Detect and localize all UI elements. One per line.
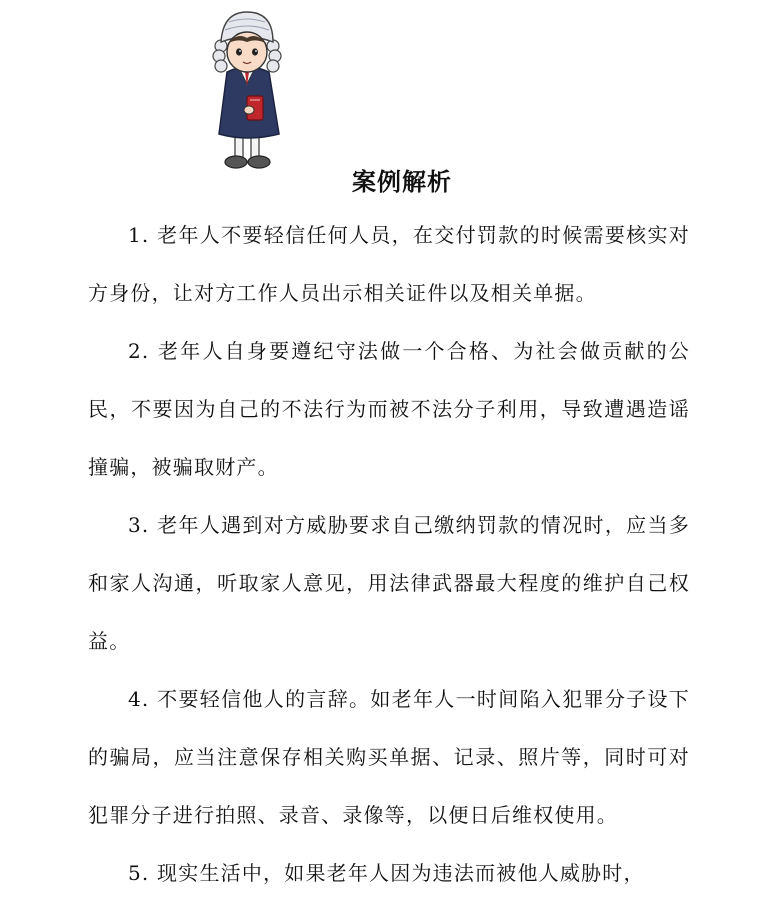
page-title: 案例解析 (352, 168, 452, 196)
paragraph-1: 1. 老年人不要轻信任何人员，在交付罚款的时候需要核实对方身份，让对方工作人员出示相关证件以及相关单据。 (88, 223, 690, 305)
paragraph-3: 3. 老年人遇到对方威胁要求自己缴纳罚款的情况时，应当多和家人沟通，听取家人意见，用法律武器最大程度的维护自己权益。 (88, 513, 690, 653)
case-analysis-body (88, 206, 690, 902)
paragraph-2: 2. 老年人自身要遵纪守法做一个合格、为社会做贡献的公民，不要因为自己的不法行为而被不法分子利用，导致遭遇造谣撞骗，被骗取财产。 (88, 339, 690, 479)
paragraph-4: 4. 不要轻信他人的言辞。如老年人一时间陷入犯罪分子设下的骗局，应当注意保存相关购买单据、记录、照片等，同时可对犯罪分子进行拍照、录音、录像等，以便日后维权使用。 (88, 687, 690, 827)
judge-cartoon-icon (203, 6, 293, 172)
paragraph-5: 5. 现实生活中，如果老年人因为违法而被他人威胁时， (128, 861, 645, 885)
